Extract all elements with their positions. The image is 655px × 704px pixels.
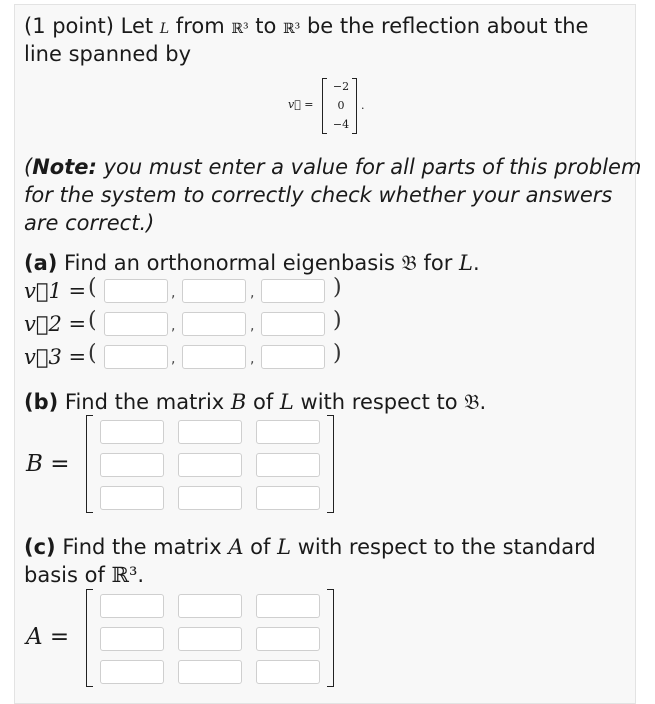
L-symbol: L (459, 251, 473, 275)
A-left-bracket (86, 589, 93, 687)
A-entry-1-1-input[interactable] (100, 594, 164, 618)
A-entry-2-2-input[interactable] (178, 627, 242, 651)
note-text: you must enter a value for all parts of this problem (96, 155, 642, 179)
part-b-label: (b) (24, 390, 59, 414)
B-entry-3-1-input[interactable] (100, 486, 164, 510)
B-entry-1-3-input[interactable] (256, 420, 320, 444)
v2-component-3-input[interactable] (261, 312, 325, 336)
vector-left-bracket (322, 78, 327, 134)
A-right-bracket (327, 589, 334, 687)
R3-symbol: ℝ³ (283, 21, 301, 37)
B-right-bracket (327, 415, 334, 513)
intro-from: from (169, 14, 232, 38)
v2-component-2-input[interactable] (182, 312, 246, 336)
v2-open-angle: ( (88, 308, 97, 333)
comma: , (250, 285, 255, 301)
v1-close-angle: ) (333, 275, 342, 300)
v2-label: v⃗2 = (24, 312, 87, 336)
intro-to: to (248, 14, 284, 38)
B-symbol: B (230, 390, 247, 414)
A-entry-2-1-input[interactable] (100, 627, 164, 651)
vector-entry: −4 (332, 118, 350, 131)
A-entry-1-3-input[interactable] (256, 594, 320, 618)
part-c-text: with respect to the standard (291, 535, 596, 559)
v2-component-1-input[interactable] (104, 312, 168, 336)
intro-suffix: be the reflection about the (300, 14, 589, 38)
part-a-label: (a) (24, 251, 58, 275)
B-left-bracket (86, 415, 93, 513)
vector-entry: 0 (337, 99, 345, 112)
part-a-text: Find an orthonormal eigenbasis (57, 251, 402, 275)
basis-symbol: 𝔅 (401, 251, 417, 275)
comma: , (171, 351, 176, 367)
v1-component-1-input[interactable] (104, 279, 168, 303)
part-c-text: basis of (24, 563, 112, 587)
v1-open-angle: ( (88, 275, 97, 300)
vector-label: v⃗ = (288, 98, 314, 111)
A-entry-1-2-input[interactable] (178, 594, 242, 618)
part-c-text: of (243, 535, 278, 559)
L-symbol: L (279, 390, 294, 414)
part-a-text: for (416, 251, 460, 275)
A-entry-3-3-input[interactable] (256, 660, 320, 684)
R3-symbol: ℝ³ (111, 563, 138, 587)
note-bold-label: Note: (32, 155, 97, 179)
part-b-text: Find the matrix (58, 390, 231, 414)
part-b-text: of (246, 390, 280, 414)
B-entry-3-3-input[interactable] (256, 486, 320, 510)
v3-close-angle: ) (333, 341, 342, 366)
B-entry-3-2-input[interactable] (178, 486, 242, 510)
intro-line-2: line spanned by (24, 42, 192, 66)
part-c-prompt (24, 533, 596, 561)
A-entry-2-3-input[interactable] (256, 627, 320, 651)
part-b-prompt (24, 388, 486, 416)
vector-period: . (361, 99, 365, 112)
part-a-period: . (473, 251, 480, 275)
basis-symbol: 𝔅 (464, 390, 480, 414)
A-matrix-label: A = (26, 624, 70, 650)
part-a-prompt (24, 249, 480, 277)
intro-prefix: (1 point) Let (24, 14, 160, 38)
vector-entry: −2 (332, 80, 350, 93)
part-b-text: with respect to (293, 390, 465, 414)
A-entry-3-1-input[interactable] (100, 660, 164, 684)
B-matrix-label: B = (26, 451, 70, 477)
v2-close-angle: ) (333, 308, 342, 333)
B-entry-2-3-input[interactable] (256, 453, 320, 477)
L-symbol: L (277, 535, 292, 559)
R3-symbol: ℝ³ (231, 21, 249, 37)
B-entry-2-1-input[interactable] (100, 453, 164, 477)
A-entry-3-2-input[interactable] (178, 660, 242, 684)
comma: , (250, 318, 255, 334)
part-c-label: (c) (24, 535, 56, 559)
part-c-period: . (137, 563, 145, 587)
comma: , (250, 351, 255, 367)
v1-label: v⃗1 = (24, 279, 87, 303)
part-c-text: Find the matrix (55, 535, 229, 559)
comma: , (171, 318, 176, 334)
note-line-2: for the system to correctly check whether your answers (24, 183, 613, 207)
v3-component-2-input[interactable] (182, 345, 246, 369)
v3-component-3-input[interactable] (261, 345, 325, 369)
note-open-paren: ( (24, 155, 33, 179)
A-symbol: A (228, 535, 244, 559)
part-b-period: . (479, 390, 487, 414)
v3-label: v⃗3 = (24, 345, 87, 369)
part-c-prompt-line-2 (24, 561, 144, 589)
v1-component-2-input[interactable] (182, 279, 246, 303)
B-entry-2-2-input[interactable] (178, 453, 242, 477)
L-symbol: L (159, 21, 170, 37)
v1-component-3-input[interactable] (261, 279, 325, 303)
v3-open-angle: ( (88, 341, 97, 366)
note-line-1 (24, 153, 641, 181)
B-entry-1-1-input[interactable] (100, 420, 164, 444)
intro-line (24, 12, 588, 43)
note-line-3: are correct.) (24, 211, 155, 235)
comma: , (171, 285, 176, 301)
v3-component-1-input[interactable] (104, 345, 168, 369)
vector-right-bracket (352, 78, 357, 134)
B-entry-1-2-input[interactable] (178, 420, 242, 444)
